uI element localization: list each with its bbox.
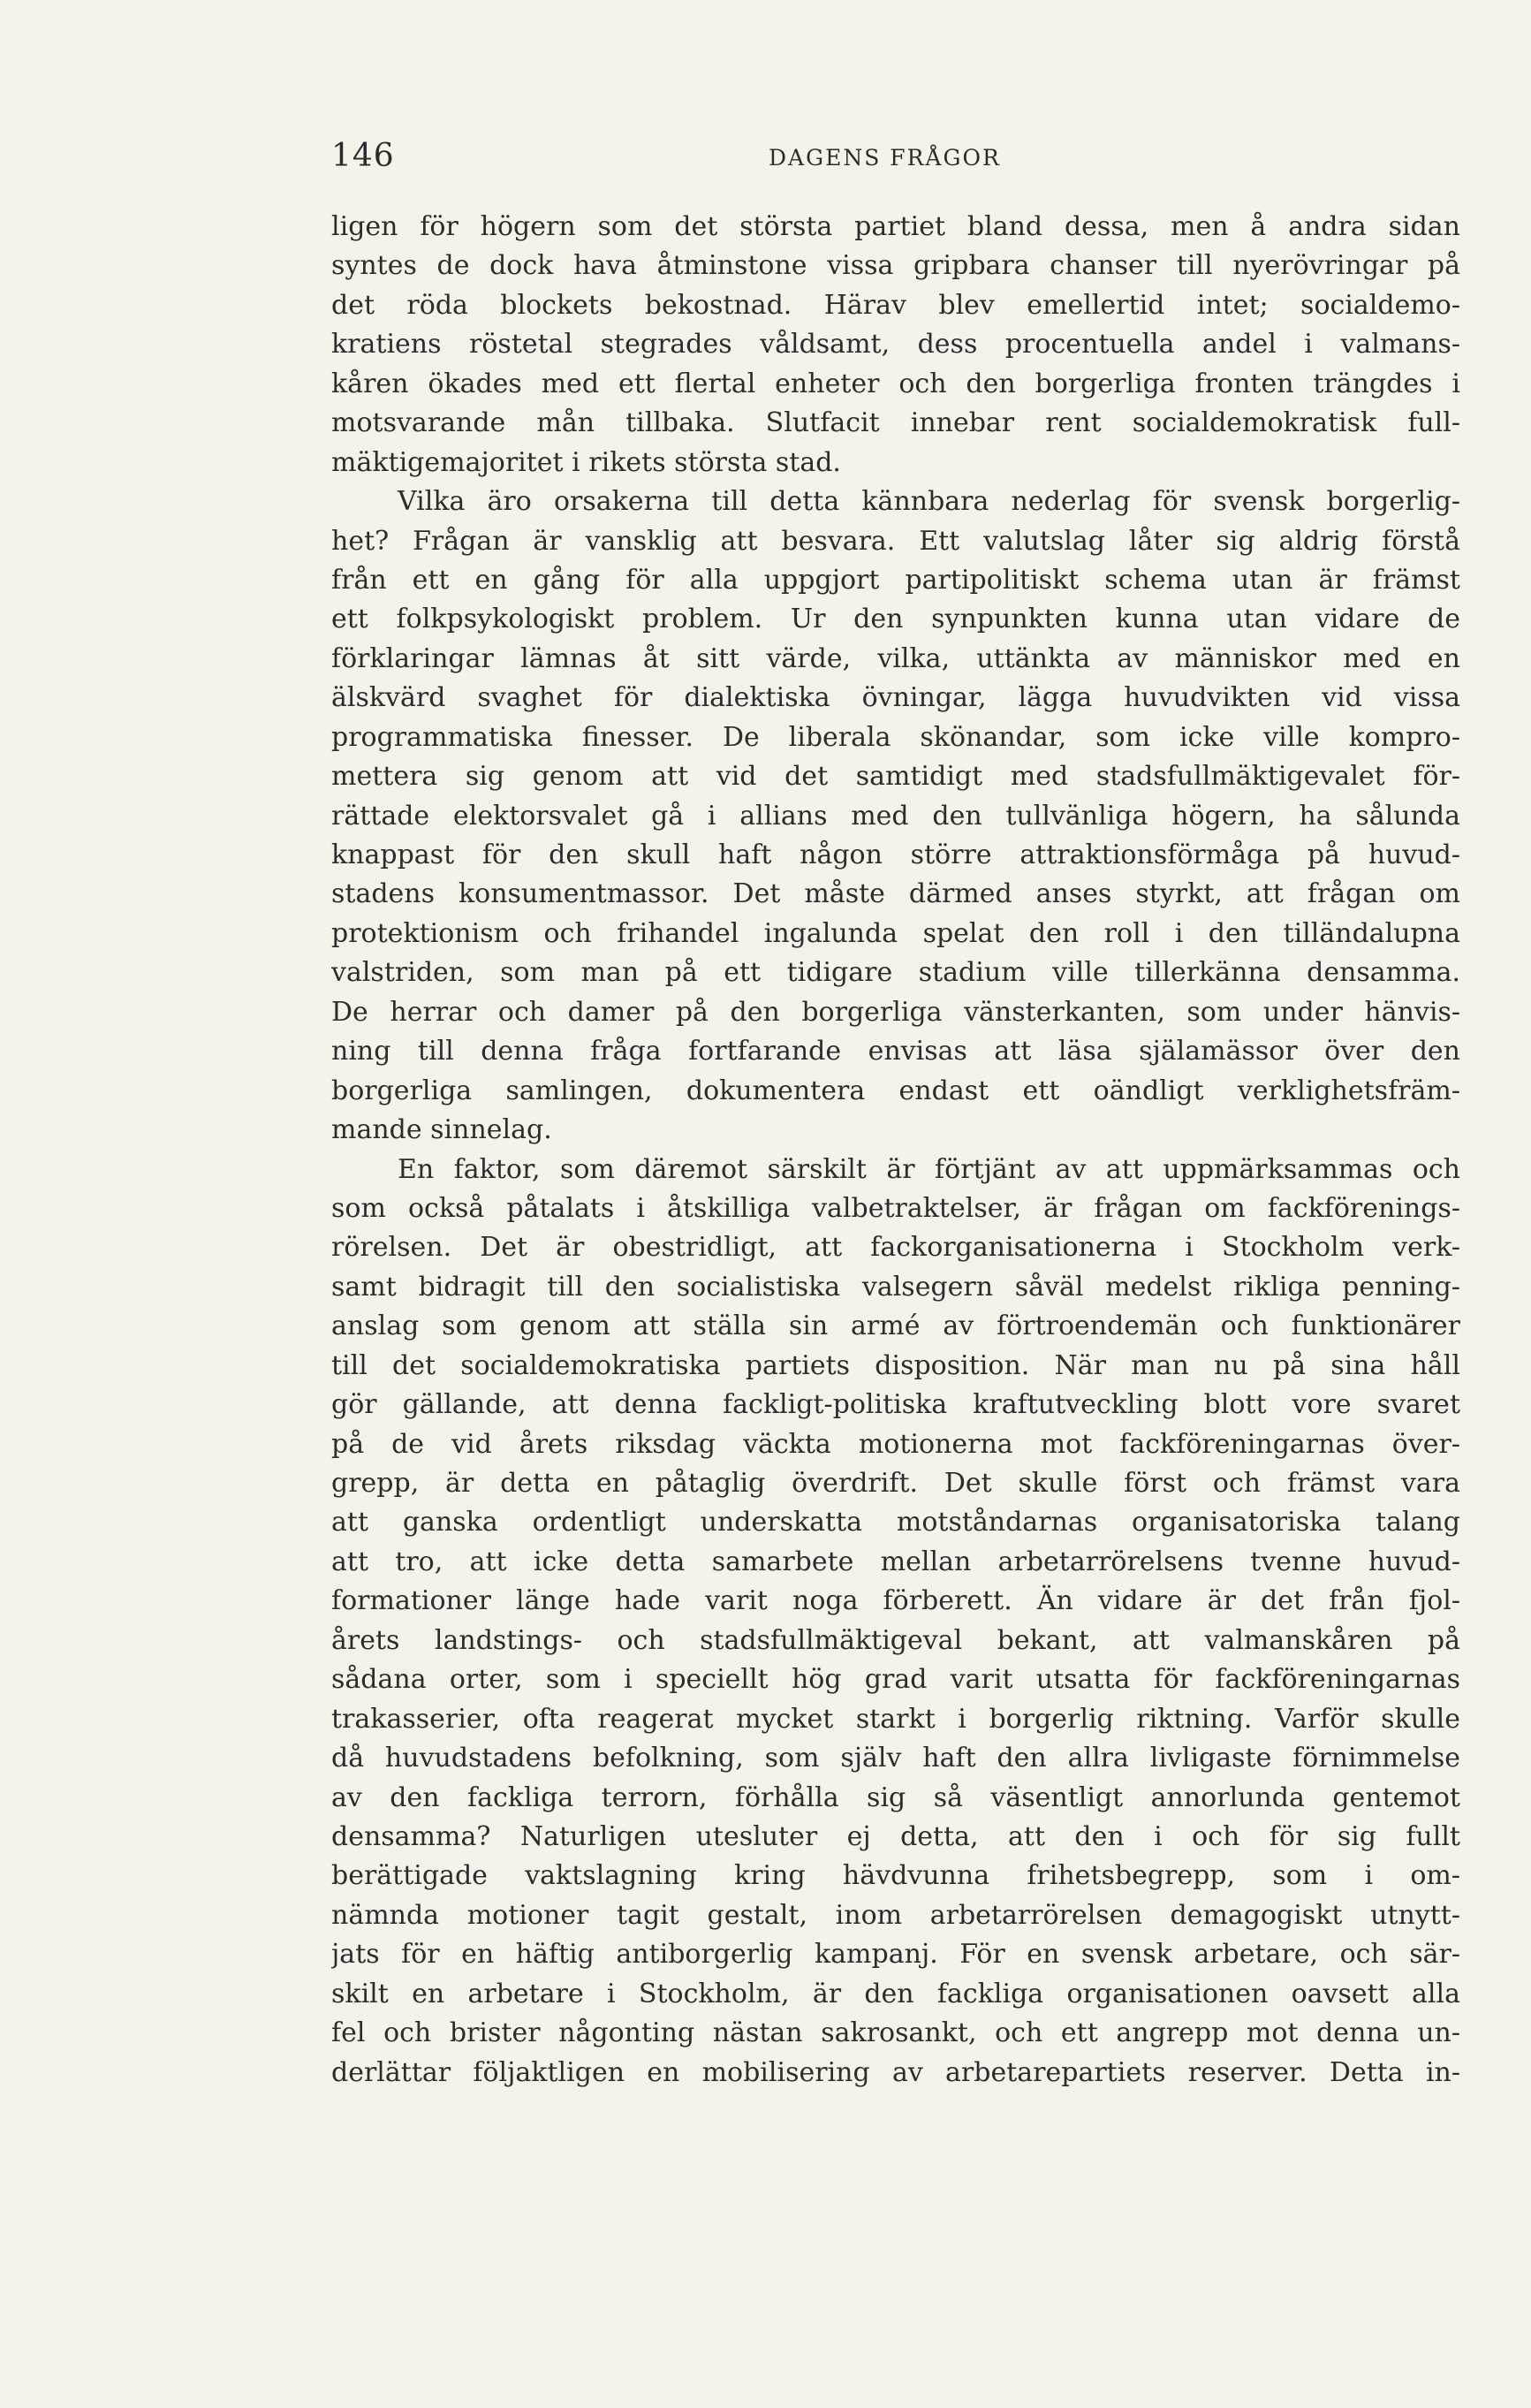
text-line: borgerliga samlingen, dokumentera endast ett oändligt verklighetsfräm-: [331, 1075, 1460, 1106]
text-line: på de vid årets riksdag väckta motionerna mot fackföreningarnas över-: [331, 1428, 1460, 1460]
text-line: Vilka äro orsakerna till detta kännbara nederlag för svensk borgerlig-: [398, 486, 1460, 518]
text-line: kåren ökades med ett flertal enheter och den borgerliga fronten trängdes i: [331, 368, 1460, 399]
text-line: berättigade vaktslagning kring hävdvunna frihetsbegrepp, som i om-: [331, 1860, 1460, 1892]
text-line: älskvärd svaghet för dialektiska övningar, lägga huvudvikten vid vissa: [331, 682, 1460, 714]
text-line: knappast för den skull haft någon större attraktionsförmåga på huvud-: [331, 839, 1460, 870]
text-line: mande sinnelag.: [331, 1114, 552, 1146]
text-line: ligen för högern som det största partiet bland dessa, men å andra sidan: [331, 211, 1460, 242]
text-line: skilt en arbetare i Stockholm, är den fackliga organisationen oavsett alla: [331, 1978, 1460, 2009]
text-line: grepp, är detta en påtaglig överdrift. Det skulle först och främst vara: [331, 1468, 1460, 1499]
page-number: 146: [331, 138, 395, 174]
text-line: protektionism och frihandel ingalunda spelat den roll i den tilländalupna: [331, 917, 1460, 949]
text-line: anslag som genom att ställa sin armé av förtroendemän och funktionärer: [331, 1310, 1460, 1342]
text-line: till det socialdemokratiska partiets disposition. När man nu på sina håll: [331, 1349, 1460, 1381]
text-line: De herrar och damer på den borgerliga vänsterkanten, som under hänvis-: [331, 996, 1460, 1028]
text-line: fel och brister någonting nästan sakrosankt, och ett angrepp mot denna un-: [331, 2017, 1460, 2049]
text-line: förklaringar lämnas åt sitt värde, vilka, uttänkta av människor med en: [331, 642, 1460, 674]
text-line: densamma? Naturligen utesluter ej detta, att den i och för sig fullt: [331, 1820, 1460, 1852]
page-header: [331, 133, 1460, 186]
text-line: att ganska ordentligt underskatta motståndarnas organisatoriska talang: [331, 1507, 1460, 1538]
text-line: syntes de dock hava åtminstone vissa gripbara chanser till nyerövringar på: [331, 250, 1460, 282]
text-line: mäktigemajoritet i rikets största stad.: [331, 446, 841, 478]
body-text: [331, 208, 1460, 2093]
text-line: valstriden, som man på ett tidigare stadium ville tillerkänna densamma.: [331, 957, 1460, 989]
text-line: ning till denna fråga fortfarande envisas att läsa själamässor över den: [331, 1036, 1460, 1067]
text-line: formationer länge hade varit noga förberett. Än vidare är det från fjol-: [331, 1585, 1460, 1617]
text-line: rörelsen. Det är obestridligt, att fackorganisationerna i Stockholm verk-: [331, 1232, 1460, 1264]
text-line: det röda blockets bekostnad. Härav blev emellertid intet; socialdemo-: [331, 289, 1460, 321]
text-line: gör gällande, att denna fackligt-politiska kraftutveckling blott vore svaret: [331, 1389, 1460, 1421]
text-line: rättade elektorsvalet gå i allians med den tullvänliga högern, ha sålunda: [331, 800, 1460, 832]
text-line: mettera sig genom att vid det samtidigt med stadsfullmäktigevalet för-: [331, 761, 1460, 793]
running-head: DAGENS FRÅGOR: [769, 145, 1001, 171]
text-line: ett folkpsykologiskt problem. Ur den synpunkten kunna utan vidare de: [331, 604, 1460, 635]
text-line: stadens konsumentmassor. Det måste därmed anses styrkt, att frågan om: [331, 878, 1460, 910]
text-line: programmatiska finesser. De liberala skönandar, som icke ville kompro-: [331, 721, 1460, 753]
text-line: kratiens röstetal stegrades våldsamt, dess procentuella andel i valmans-: [331, 329, 1460, 361]
text-line: het? Frågan är vansklig att besvara. Ett valutslag låter sig aldrig förstå: [331, 525, 1460, 557]
text-line: sådana orter, som i speciellt hög grad varit utsatta för fackföreningarnas: [331, 1664, 1460, 1696]
text-line: samt bidragit till den socialistiska valsegern såväl medelst rikliga penning-: [331, 1271, 1460, 1303]
text-line: motsvarande mån tillbaka. Slutfacit innebar rent socialdemokratisk full-: [331, 407, 1460, 439]
text-line: derlättar följaktligen en mobilisering av arbetarepartiets reserver. Detta in-: [331, 2056, 1460, 2088]
text-line: då huvudstadens befolkning, som själv haft den allra livligaste förnimmelse: [331, 1743, 1460, 1774]
text-line: jats för en häftig antiborgerlig kampanj. För en svensk arbetare, och sär-: [331, 1939, 1460, 1971]
text-line: nämnda motioner tagit gestalt, inom arbetarrörelsen demagogiskt utnytt-: [331, 1899, 1460, 1931]
text-line: av den fackliga terrorn, förhålla sig så väsentligt annorlunda gentemot: [331, 1781, 1460, 1813]
text-line: att tro, att icke detta samarbete mellan arbetarrörelsens tvenne huvud-: [331, 1546, 1460, 1577]
text-line: årets landstings- och stadsfullmäktigeval bekant, att valmanskåren på: [331, 1624, 1460, 1656]
text-line: trakasserier, ofta reagerat mycket starkt i borgerlig riktning. Varför skulle: [331, 1703, 1460, 1735]
text-line: En faktor, som däremot särskilt är förtjänt av att uppmärksammas och: [398, 1153, 1460, 1185]
text-line: som också påtalats i åtskilliga valbetraktelser, är frågan om fackförenings-: [331, 1192, 1460, 1224]
text-line: från ett en gång för alla uppgjort partipolitiskt schema utan är främst: [331, 564, 1460, 596]
